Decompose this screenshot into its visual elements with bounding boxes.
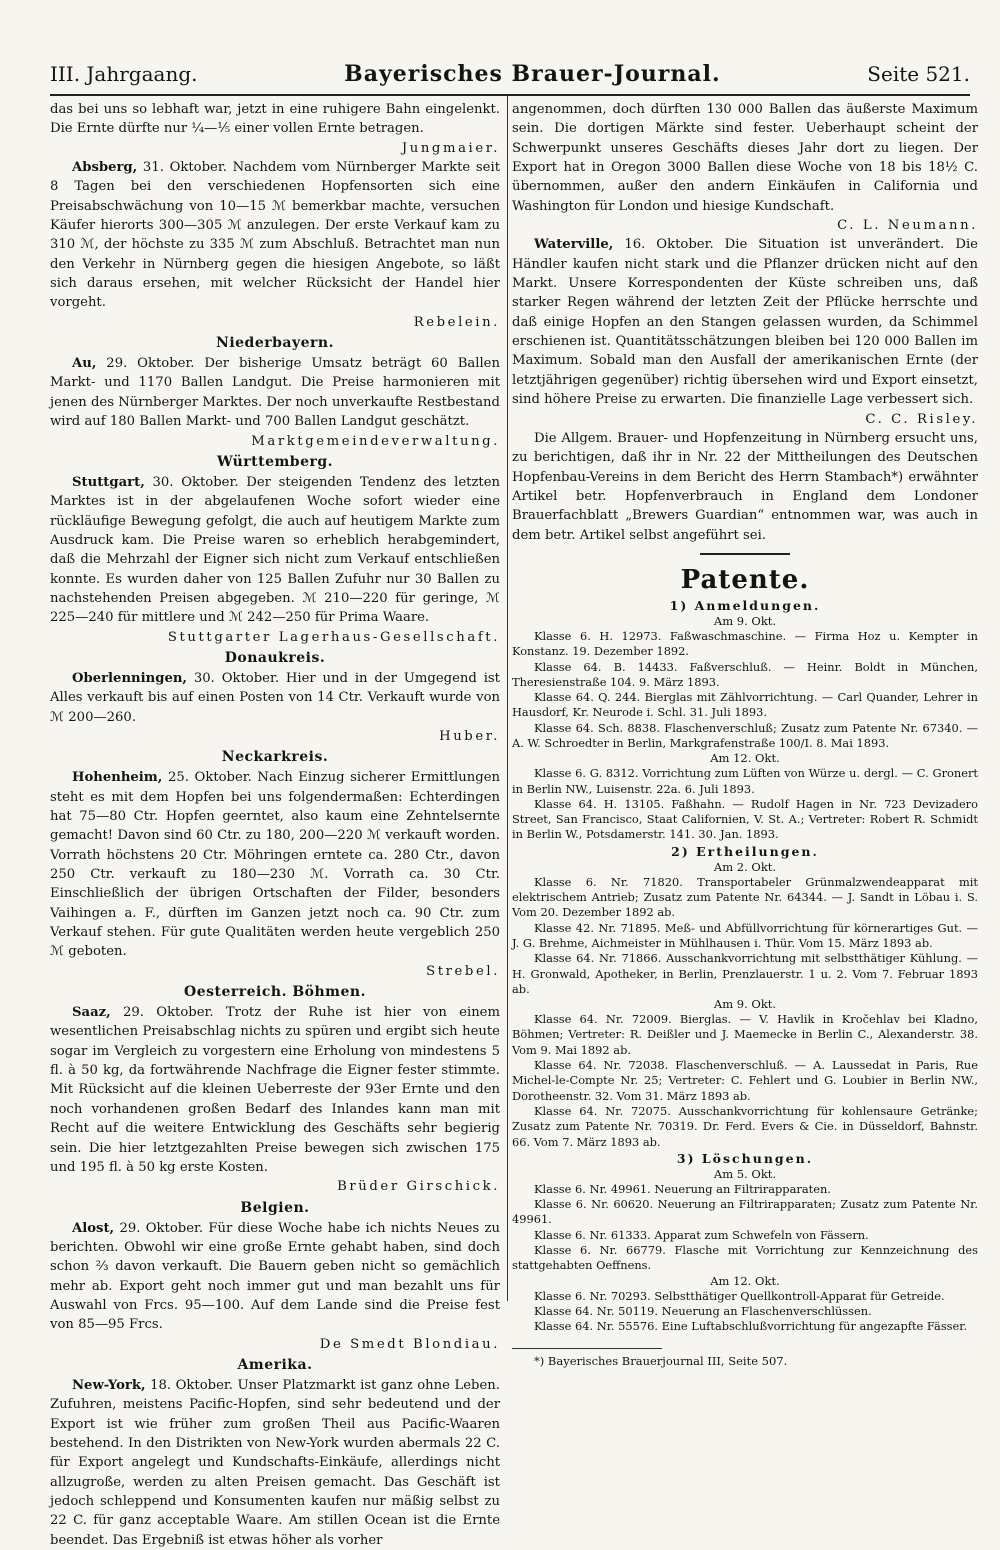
patent-entry: Klasse 6. H. 12973. Faßwaschmaschine. — Firma Hoz u. Kempter in Konstanz. 19. Dezember 1892. <box>512 628 978 659</box>
patents-heading: Patente. <box>680 564 810 595</box>
volume-label: III. Jahrgaang. <box>50 62 198 86</box>
patent-entry: Klasse 6. G. 8312. Vorrichtung zum Lüften von Würze u. dergl. — C. Gronert in Berlin NW., Luisenstr. 22a. 6. Juli 1893. <box>512 766 978 796</box>
section-heading: Niederbayern. <box>216 335 334 352</box>
report-paragraph: Absberg, 31. Oktober. Nachdem vom Nürnberger Markte seit 8 Tagen bei den verschiedenen Hopfensorten sich eine Preisabschwächung von 10—15 ℳ bemerkbar machte, versuchen Käufer hierorts 300—305 ℳ anzulegen. Der erste Verkauf kam zu 310 ℳ, der höchste zu 335 ℳ zum Abschluß. Betrachtet man nun den Verkehr in Nürnberg gegen die hiesigen Angebote, so läßt sich daraus ersehen, mit welcher Rücksicht der Handel hier vorgeht. <box>50 160 500 311</box>
section-heading: Amerika. <box>237 1356 313 1373</box>
patent-entry: Klasse 6. Nr. 61333. Apparat zum Schwefeln von Fässern. <box>534 1227 869 1242</box>
signature: Strebel. <box>426 963 500 979</box>
report-paragraph: Alost, 29. Oktober. Für diese Woche habe ich nichts Neues zu berichten. Obwohl wir eine große Ernte gehabt haben, sind doch schon ⅔ davon verkauft. Die Bauern geben nicht so gemächlich mehr ab. Export geht noch immer gut und man bezahlt uns für Auswahl von Frcs. 95—100. Auf dem Lande sind die Preise fest von 85—95 Frcs. <box>50 1220 500 1333</box>
patent-entry: Klasse 64. Nr. 72009. Bierglas. — V. Havlik in Kročehlav bei Kladno, Böhmen; Vertreter: R. Deißler und J. Maemecke in Berlin C., Alexanderstr. 38. Vom 9. Mai 1892 ab. <box>512 1012 978 1057</box>
report-paragraph <box>50 100 500 139</box>
section-heading: Oesterreich. Böhmen. <box>184 984 366 1001</box>
patent-entry: Klasse 6. Nr. 71820. Transportabeler Grünmalzwendeapparat mit elektrischem Antrieb; Zusatz zum Patente Nr. 64344. — J. Sandt in Löbau i. S. Vom 20. Dezember 1892 ab. <box>512 874 978 920</box>
place-name: Alost, <box>72 1220 115 1236</box>
date-line: Am 9. Okt. <box>713 997 777 1012</box>
date-line: Am 5. Okt. <box>713 1166 777 1181</box>
report-paragraph: Oberlenningen, 30. Oktober. Hier und in der Umgegend ist Alles verkauft bis auf einen Posten von 14 Ctr. Verkauft wurde von ℳ 200—260. <box>50 670 500 725</box>
patent-entry: Klasse 64. Sch. 8838. Flaschenverschluß; Zusatz zum Patente Nr. 67340. — A. W. Schroedter in Berlin, Markgrafenstraße 100/I. 8. Mai 1893. <box>512 720 978 750</box>
signature: C. L. Neumann. <box>837 218 978 234</box>
place-name: Au, <box>72 356 97 372</box>
patent-entry: Klasse 64. B. 14433. Faßverschluß. — Heinr. Boldt in München, Theresienstraße 104. 9. März 1893. <box>512 659 978 689</box>
correction-notice: Die Allgem. Brauer- und Hopfenzeitung in Nürnberg ersucht uns, zu berichtigen, daß ihr in Nr. 22 der Mittheilungen des Deutschen Hopfenbau-Vereins in dem Bericht des Herrn Stambach*) erwähnter Artikel betr. Hopfenverbrauch in England dem Londoner Brauerfachblatt „Brewers Guardian“ entnommen war, was auch in dem betr. Artikel selbst angeführt sei. <box>512 430 978 543</box>
report-paragraph: angenommen, doch dürften 130 000 Ballen das äußerste Maximum sein. Die dortigen Märkte sind fester. Ueberhaupt scheint der Schwerpunkt unseres Geschäfts dieses Jahr dort zu liegen. Der Export hat in Oregon 3000 Ballen diese Woche von 18 bis 18½ C. übernommen, außer den andern Einkäufen in California und Washington für London und hiesige Kundschaft. <box>512 102 978 214</box>
footnote-rule <box>512 1348 662 1349</box>
page-header <box>50 54 970 96</box>
subsection-heading: 3) Löschungen. <box>676 1150 814 1166</box>
place-name: Oberlenningen, <box>72 670 188 686</box>
date-line: Am 12. Okt. <box>710 751 780 766</box>
place-name: New-York, <box>72 1377 146 1393</box>
report-paragraph: Stuttgart, 30. Oktober. Der steigenden Tendenz des letzten Marktes ist in der abgelaufenen Woche sofort wieder eine rückläufige Bewegung gefolgt, die auch auf heutigem Markte zum Ausdruck kam. Die Preise waren so erheblich herabgemindert, daß die Mehrzahl der Eigner sich nicht zum Verkauf entschließen konnte. Es wurden daher von 125 Ballen Zufuhr nur 30 Ballen zu nachstehenden Preisen abgegeben. ℳ 210—220 für geringe, ℳ 225—240 für mittlere und ℳ 242—250 für Prima Waare. <box>50 474 500 626</box>
signature: Huber. <box>439 728 500 744</box>
place-name: Hohenheim, <box>72 770 163 786</box>
report-paragraph: Au, 29. Oktober. Der bisherige Umsatz beträgt 60 Ballen Markt- und 1170 Ballen Landgut. Die Preise harmonieren mit jenen des Nürnberger Marktes. Der noch unverkaufte Restbestand wird auf 180 Ballen Markt- und 700 Ballen Landgut geschätzt. <box>50 356 500 430</box>
subsection-heading: 1) Anmeldungen. <box>669 597 821 613</box>
left-column <box>50 100 500 1548</box>
patent-entry: Klasse 64. H. 13105. Faßhahn. — Rudolf Hagen in Nr. 723 Devizadero Street, San Francisco, Staat Californien, V. St. A.; Vertreter: Robert R. Schmidt in Berlin W., Potsdamerstr. 141. 30. Jan. 1893. <box>512 796 978 842</box>
page-number: Seite 521. <box>867 62 970 86</box>
signature: Brüder Girschick. <box>337 1179 500 1195</box>
report-text: das bei uns so lebhaft war, jetzt in eine ruhigere Bahn eingelenkt. Die Ernte dürfte nur ¼—⅕ einer vollen Ernte betragen. <box>50 102 500 137</box>
patent-entry: Klasse 42. Nr. 71895. Meß- und Abfüllvorrichtung für körnerartiges Gut. — J. G. Brehme, Aichmeister in Mühlhausen i. Thür. Vom 15. März 1893 ab. <box>512 920 978 950</box>
section-heading: Belgien. <box>240 1199 310 1216</box>
place-name: Waterville, <box>534 237 614 253</box>
patent-entry: Klasse 64. Nr. 55576. Eine Luftabschlußvorrichtung für angezapfte Fässer. <box>534 1319 968 1334</box>
place-name: Stuttgart, <box>72 474 145 490</box>
patent-entry: Klasse 64. Nr. 71866. Ausschankvorrichtung mit selbstthätiger Kühlung. — H. Gronwald, Apotheker, in Berlin, Prenzlauerstr. 1 u. 2. Vom 7. Februar 1893 ab. <box>512 951 978 996</box>
date-line: Am 2. Okt. <box>713 859 777 874</box>
patent-entry: Klasse 6. Nr. 66779. Flasche mit Vorrichtung zur Kennzeichnung des stattgehabten Oeffnens. <box>512 1243 978 1273</box>
patent-entry: Klasse 6. Nr. 60620. Neuerung an Filtrirapparaten; Zusatz zum Patente Nr. 49961. <box>512 1197 978 1227</box>
report-paragraph: New-York, 18. Oktober. Unser Platzmarkt ist ganz ohne Leben. Zufuhren, meistens Pacific-Hopfen, sind sehr bedeutend und der Export ist wie früher zum großen Theil aus Pacific-Waaren bestehend. In den Distrikten von New-York wurden abermals 22 C. für Export angelegt und Kundschafts-Einkäufe, allerdings nicht allzugroße, werden zu alten Preisen gemacht. Das Geschäft ist jedoch schleppend und Konsumenten kaufen nur mäßig selbst zu 22 C. für ganz acceptable Waare. Am stillen Ocean ist die Ernte beendet. Das Ergebniß ist etwas höher als vorher <box>50 1377 500 1548</box>
place-name: Saaz, <box>72 1005 111 1021</box>
date-line: Am 9. Okt. <box>713 613 777 628</box>
signature: Marktgemeindeverwaltung. <box>251 433 500 449</box>
divider <box>700 553 790 555</box>
report-paragraph: Waterville, 16. Oktober. Die Situation ist unverändert. Die Händler kaufen nicht stark und die Pflanzer drücken nicht auf den Markt. Unsere Korrespondenten der Küste schreiben uns, daß starker Regen während der letzten Zeit der Pflücke herrschte und daß einige Hopfen an den Stangen gelassen wurden, da Schimmel erschienen ist. Quantitätsschätzungen bleiben bei 120 000 Ballen im Maximum. Sobald man den Ausfall der amerikanischen Ernte (der letztjährigen gegenüber) richtig übersehen wird und Export einsetzt, sind höhere Preise zu erwarten. Die finanzielle Lage verbessert sich. <box>512 237 978 408</box>
patent-entry: Klasse 64. Nr. 72075. Ausschankvorrichtung für kohlensaure Getränke; Zusatz zum Patente Nr. 70319. Dr. Ferd. Evers & Cie. in Düsseldorf, Bahnstr. 66. Vom 7. März 1893 ab. <box>512 1103 978 1149</box>
signature: Stuttgarter Lagerhaus-Gesellschaft. <box>167 629 500 645</box>
report-paragraph: Saaz, 29. Oktober. Trotz der Ruhe ist hier von einem wesentlichen Preisabschlag nichts zu spüren und ergibt sich heute sogar im Vergleich zu vorgestern eine Erholung von mindestens 5 fl. à 50 kg, da fortwährende Nachfrage die Eigner fester stimmte. Mit Rücksicht auf die kleinen Ueberreste der 93er Ernte und den noch vorhandenen großen Bedarf des Inlandes kann man mit Recht auf die weitere Entwicklung des Geschäfts sehr begierig sein. Die hier letztgezahlten Preise bewegen sich zwischen 175 und 195 fl. à 50 kg erste Kosten. <box>50 1005 500 1175</box>
section-heading: Donaukreis. <box>224 649 326 666</box>
column-divider <box>507 96 508 1301</box>
date-line: Am 12. Okt. <box>710 1273 780 1288</box>
signature: De Smedt Blondiau. <box>319 1336 500 1352</box>
footnote: *) Bayerisches Brauerjournal III, Seite 507. <box>534 1354 788 1369</box>
right-column <box>512 100 978 1369</box>
patent-entry: Klasse 6. Nr. 70293. Selbstthätiger Quellkontroll-Apparat für Getreide. <box>534 1288 945 1303</box>
journal-title: Bayerisches Brauer-Journal. <box>344 61 721 87</box>
signature: Rebelein. <box>413 314 500 330</box>
signature: Jungmaier. <box>401 140 500 156</box>
report-paragraph: Hohenheim, 25. Oktober. Nach Einzug sicherer Ermittlungen steht es mit dem Hopfen bei uns folgendermaßen: Echterdingen hat 75—80 Ctr. Hopfen geerntet, also kaum eine Zehntelsernte gemacht! Davon sind 60 Ctr. zu 180, 200—220 ℳ verkauft worden. Vorrath höchstens 20 Ctr. Möhringen erntete ca. 280 Ctr., davon 250 Ctr. verkauft zu 180—230 ℳ. Vorrath ca. 30 Ctr. Einschließlich der übrigen Ortschaften der Filder, besonders Vaihingen a. F., dürften im Ganzen jetzt noch ca. 90 Ctr. zum Verkauf stehen. Für gute Qualitäten werden heute vergeblich 250 ℳ geboten. <box>50 770 500 960</box>
patent-entry: Klasse 6. Nr. 49961. Neuerung an Filtrirapparaten. <box>534 1181 831 1196</box>
place-name: Absberg, <box>72 160 138 176</box>
section-heading: Neckarkreis. <box>221 749 329 766</box>
section-heading: Württemberg. <box>216 453 334 470</box>
patent-entry: Klasse 64. Nr. 50119. Neuerung an Flaschenverschlüssen. <box>534 1303 872 1318</box>
patent-entry: Klasse 64. Nr. 72038. Flaschenverschluß. — A. Laussedat in Paris, Rue Michel-le-Compte Nr. 25; Vertreter: C. Fehlert und G. Loubier in Berlin NW., Dorotheenstr. 32. Vom 31. März 1893 ab. <box>512 1058 978 1103</box>
patent-entry: Klasse 64. Q. 244. Bierglas mit Zählvorrichtung. — Carl Quander, Lehrer in Hausdorf, Kr. Neurode i. Schl. 31. Juli 1893. <box>512 690 978 720</box>
subsection-heading: 2) Ertheilungen. <box>671 843 819 859</box>
signature: C. C. Risley. <box>865 411 978 427</box>
